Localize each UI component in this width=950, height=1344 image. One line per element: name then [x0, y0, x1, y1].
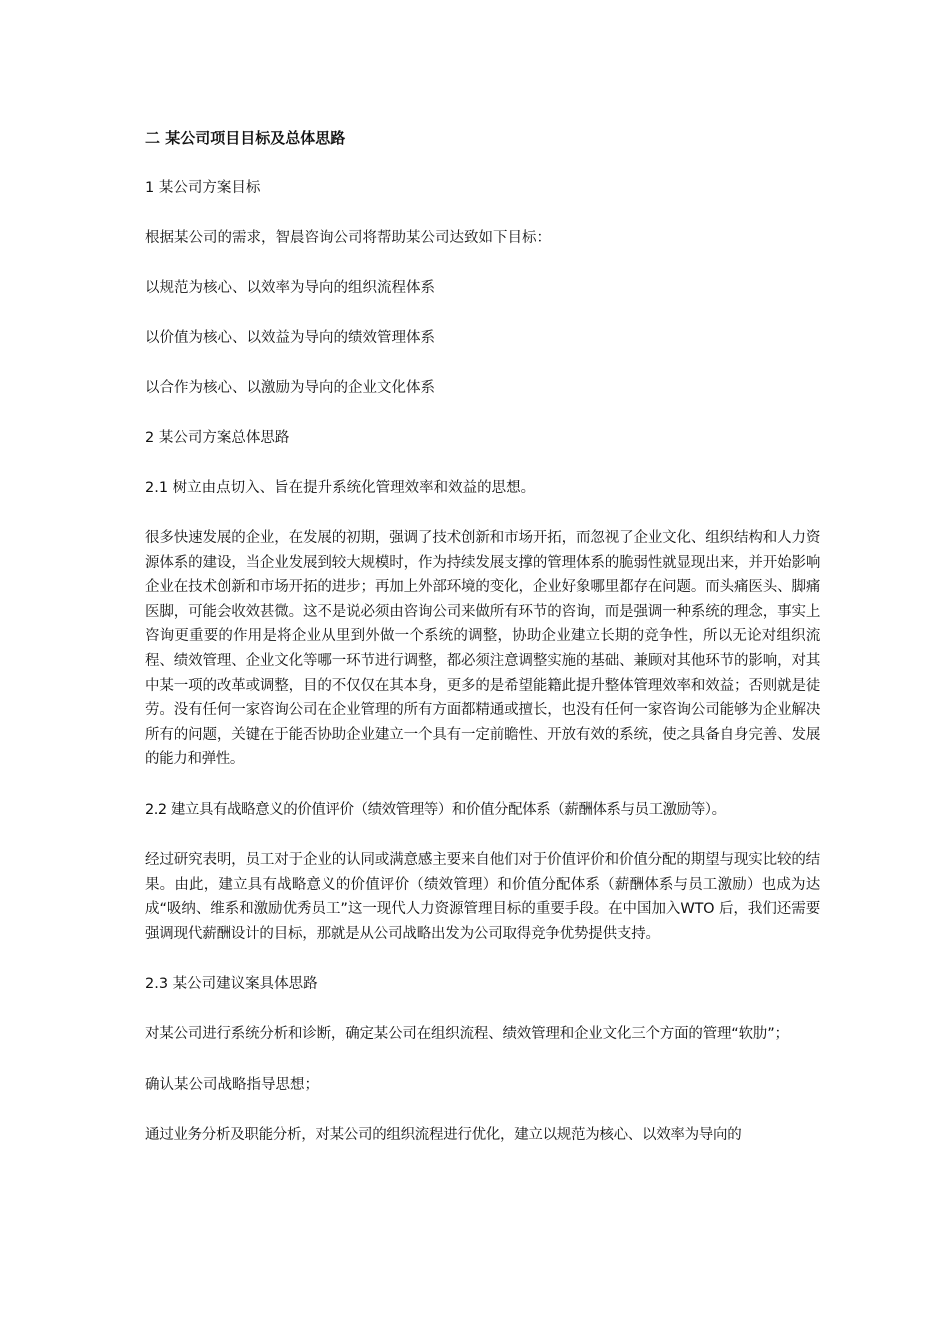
goal-item: 以价值为核心、以效益为导向的绩效管理体系 [145, 330, 435, 346]
subsection-title-2-1: 2.1 树立由点切入、旨在提升系统化管理效率和效益的思想。 [145, 480, 536, 496]
subsection-title-1: 1 某公司方案目标 [145, 180, 261, 196]
section-heading: 二 某公司项目目标及总体思路 [145, 129, 346, 147]
document-body [145, 126, 820, 1147]
paragraph-2-3-item-1: 对某公司进行系统分析和诊断，确定某公司在组织流程、绩效管理和企业文化三个方面的管理“软肋”； [145, 1026, 789, 1043]
paragraph-2-1-body: 很多快速发展的企业，在发展的初期，强调了技术创新和市场开拓，而忽视了企业文化、组织结构和人力资源体系的建设，当企业发展到较大规模时，作为持续发展支撑的管理体系的脆弱性就显现出来，并开始影响企业在技术创新和市场开拓的进步；再加上外部环境的变化，企业好象哪里都存在问题。而头痛医头、脚痛医脚，可能会收效甚微。这不是说必须由咨询公司来做所有环节的咨询，而是强调一种系统的理念，事实上咨询更重要的作用是将企业从里到外做一个系统的调整，协助企业建立长期的竞争性，所以无论对组织流程、绩效管理、企业文化等哪一环节进行调整，都必须注意调整实施的基础、兼顾对其他环节的影响，对其中某一项的改革或调整，目的不仅仅在其本身，更多的是希望能籍此提升整体管理效率和效益；否则就是徒劳。没有任何一家咨询公司在企业管理的所有方面都精通或擅长，也没有任何一家咨询公司能够为企业解决所有的问题，关键在于能否协助企业建立一个具有一定前瞻性、开放有效的系统，使之具备自身完善、发展的能力和弹性。 [145, 530, 820, 768]
paragraph-2-3-item-3: 通过业务分析及职能分析，对某公司的组织流程进行优化，建立以规范为核心、以效率为导向的 [145, 1126, 742, 1143]
paragraph-2-3-item-2: 确认某公司战略指导思想； [145, 1076, 319, 1093]
paragraph-2-2-body: 经过研究表明，员工对于企业的认同或满意感主要来自他们对于价值评价和价值分配的期望与现实比较的结果。由此，建立具有战略意义的价值评价（绩效管理）和价值分配体系（薪酬体系与员工激励）也成为达成“吸纳、维系和激励优秀员工”这一现代人力资源管理目标的重要手段。在中国加入WTO 后，我们还需要强调现代薪酬设计的目标，那就是从公司战略出发为公司取得竞争优势提供支持。 [145, 851, 820, 942]
goal-item: 以合作为核心、以激励为导向的企业文化体系 [145, 380, 435, 396]
subsection-title-2: 2 某公司方案总体思路 [145, 430, 290, 446]
goals-intro: 根据某公司的需求，智晨咨询公司将帮助某公司达致如下目标： [145, 230, 551, 246]
subsection-title-2-2: 2.2 建立具有战略意义的价值评价（绩效管理等）和价值分配体系（薪酬体系与员工激励等）。 [145, 801, 726, 818]
subsection-title-2-3: 2.3 某公司建议案具体思路 [145, 976, 318, 993]
goal-item: 以规范为核心、以效率为导向的组织流程体系 [145, 280, 435, 296]
